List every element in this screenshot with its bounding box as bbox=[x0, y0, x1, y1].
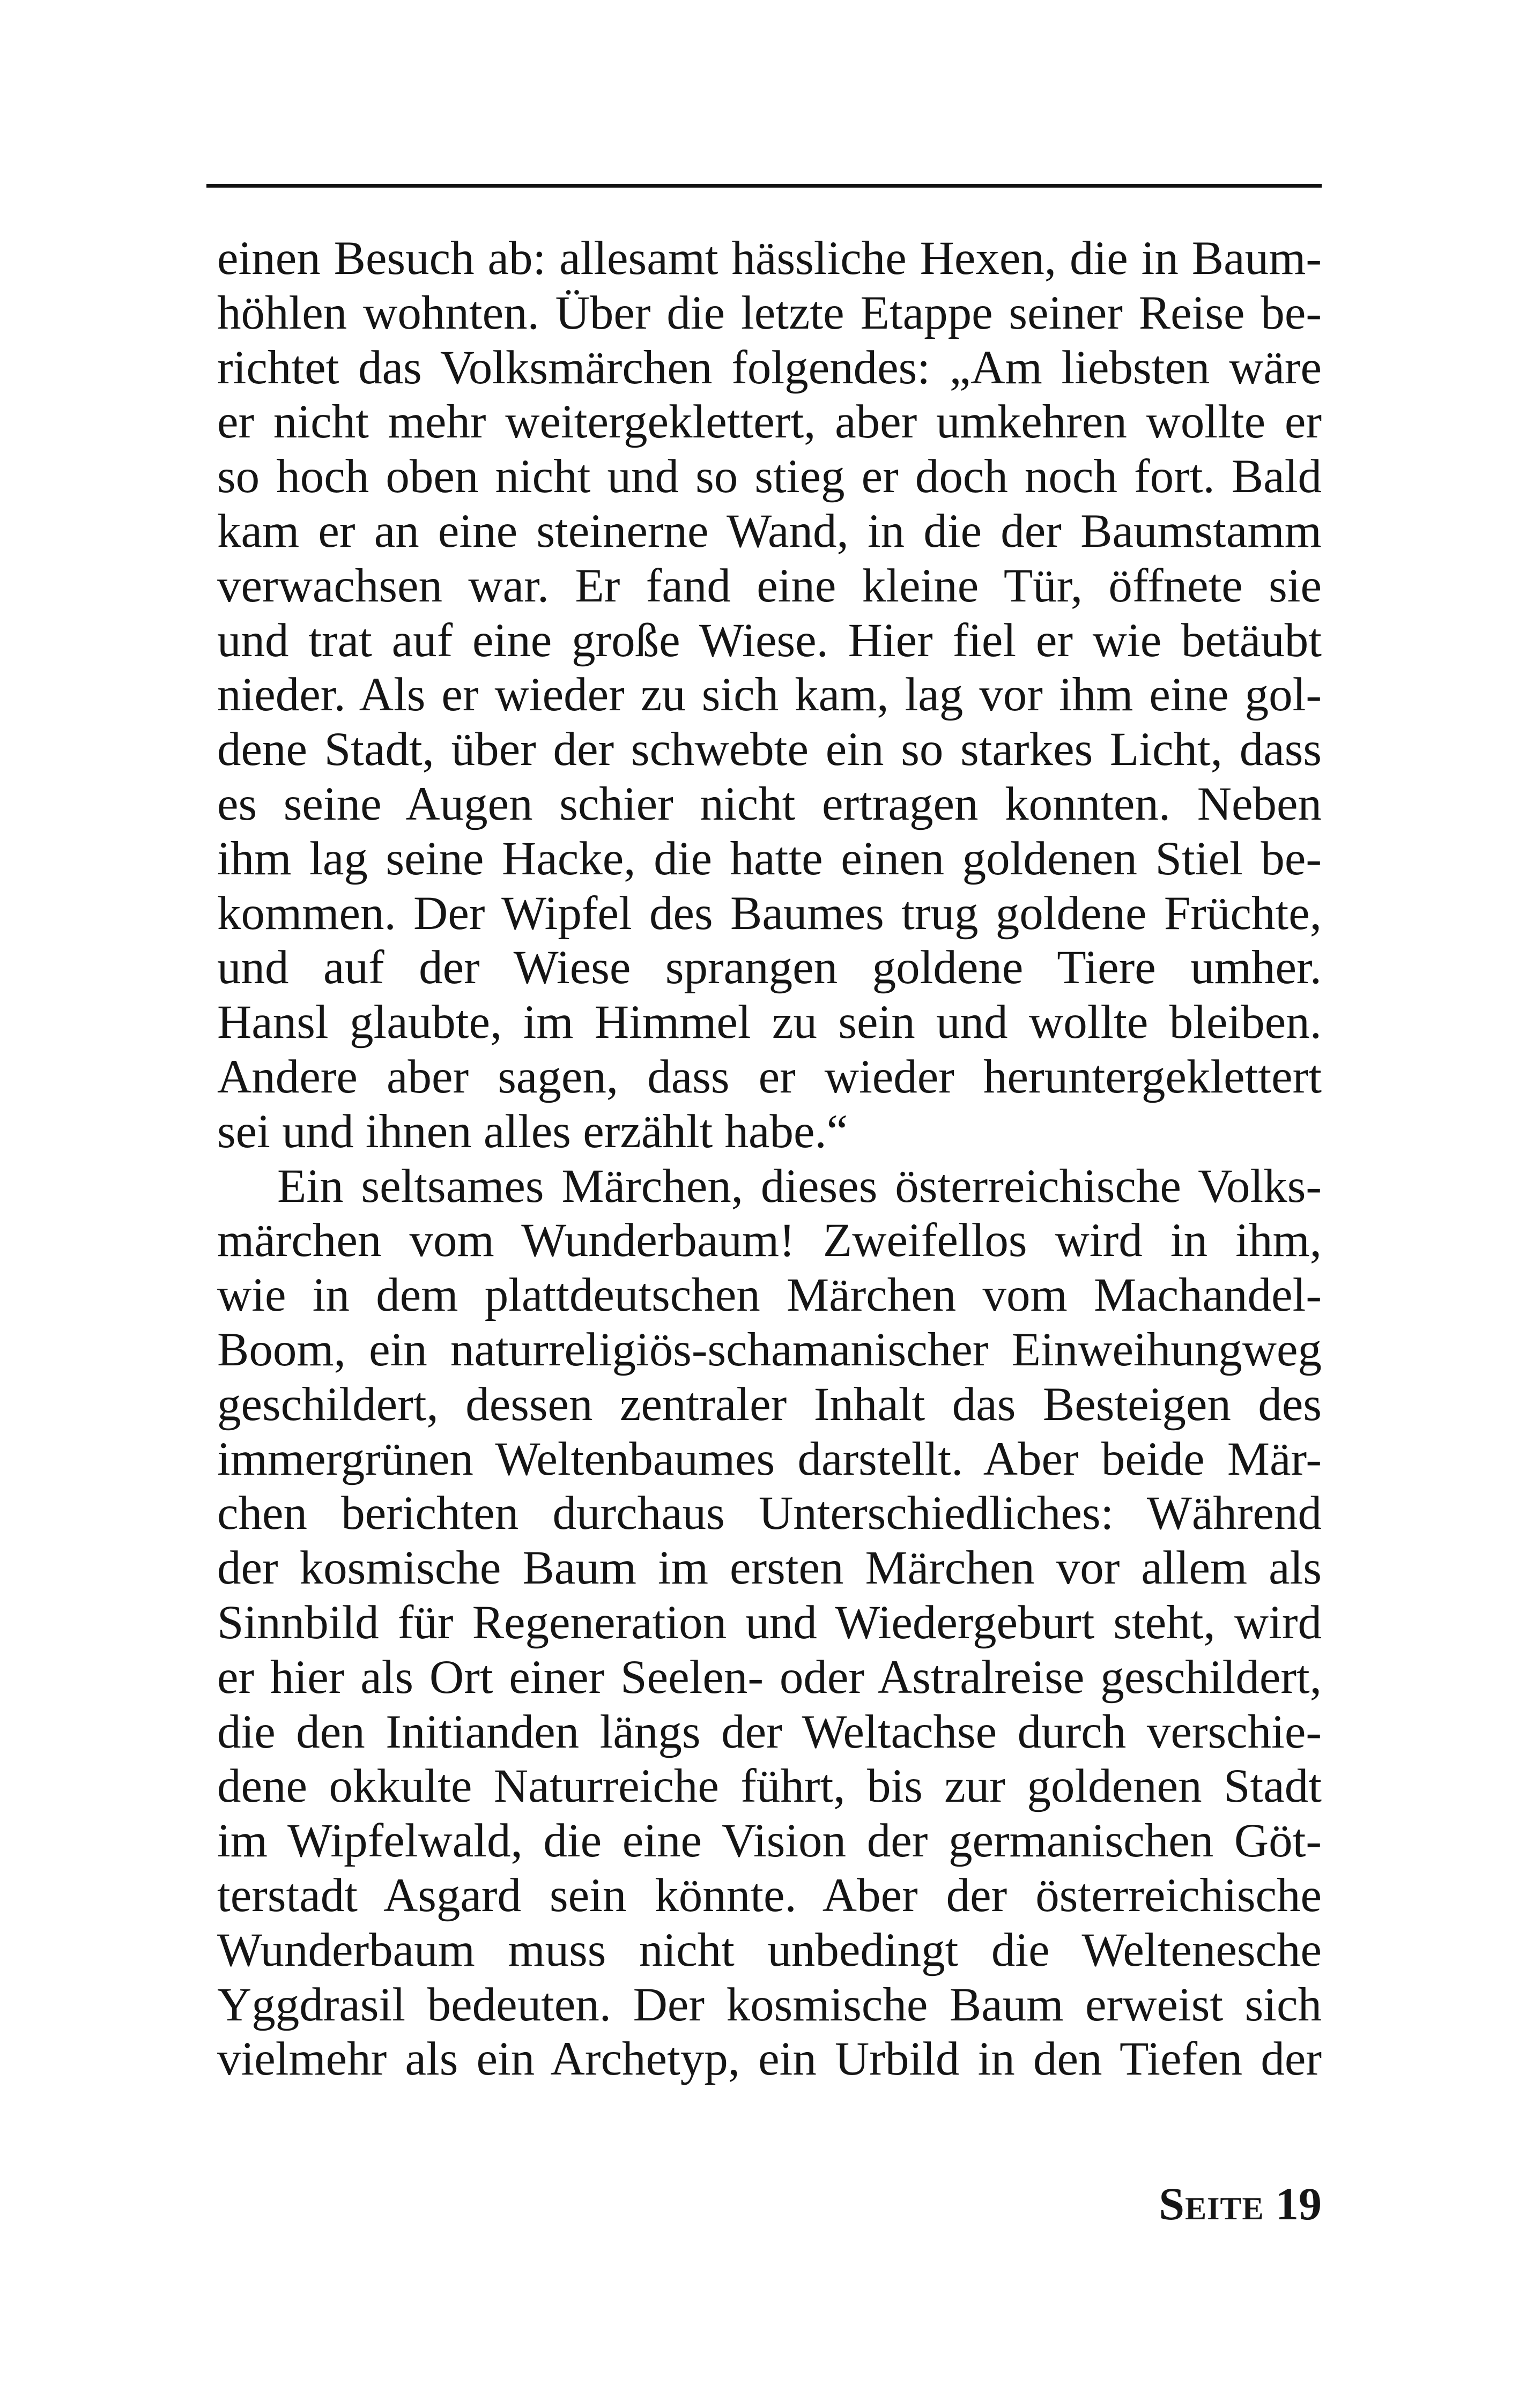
text-line: kam er an eine steinerne Wand, in die der Baumstamm bbox=[217, 504, 1322, 558]
page-number-value: 19 bbox=[1276, 2178, 1322, 2229]
text-line: einen Besuch ab: allesamt hässliche Hexen, die in Baum- bbox=[217, 232, 1322, 285]
paragraph-first-line: Ein seltsames Märchen, dieses österreichische Volks- bbox=[277, 1160, 1322, 1213]
text-line: wie in dem plattdeutschen Märchen vom Machandel- bbox=[217, 1269, 1322, 1322]
text-line: so hoch oben nicht und so stieg er doch noch fort. Bald bbox=[217, 450, 1322, 503]
text-line: Sinnbild für Regeneration und Wiedergeburt steht, wird bbox=[217, 1596, 1322, 1649]
text-line: Wunderbaum muss nicht unbedingt die Weltenesche bbox=[217, 1923, 1322, 1976]
text-line: es seine Augen schier nicht ertragen konnten. Neben bbox=[217, 777, 1322, 830]
text-line: nieder. Als er wieder zu sich kam, lag vor ihm eine gol- bbox=[217, 668, 1322, 722]
text-line: märchen vom Wunderbaum! Zweifellos wird in ihm, bbox=[217, 1214, 1322, 1267]
text-line: und trat auf eine große Wiese. Hier fiel er wie betäubt bbox=[217, 614, 1322, 667]
text-line: terstadt Asgard sein könnte. Aber der österreichische bbox=[217, 1869, 1322, 1922]
text-line: immergrünen Weltenbaumes darstellt. Aber beide Mär- bbox=[217, 1432, 1322, 1485]
text-line: im Wipfelwald, die eine Vision der germanischen Göt- bbox=[217, 1815, 1322, 1868]
text-line: Andere aber sagen, dass er wieder heruntergeklettert bbox=[217, 1050, 1322, 1103]
text-line: dene Stadt, über der schwebte ein so starkes Licht, dass bbox=[217, 723, 1322, 776]
text-line: verwachsen war. Er fand eine kleine Tür, öffnete sie bbox=[217, 559, 1322, 612]
text-line: dene okkulte Naturreiche führt, bis zur goldenen Stadt bbox=[217, 1760, 1322, 1813]
text-line: Hansl glaubte, im Himmel zu sein und wollte bleiben. bbox=[217, 996, 1322, 1049]
text-line: Yggdrasil bedeuten. Der kosmische Baum erweist sich bbox=[217, 1978, 1322, 2031]
body-text bbox=[217, 232, 1322, 2087]
text-line: die den Initianden längs der Weltachse durch verschie- bbox=[217, 1705, 1322, 1758]
text-line: Boom, ein naturreligiös-schamanischer Einweihungweg bbox=[217, 1323, 1322, 1376]
text-line: der kosmische Baum im ersten Märchen vor allem als bbox=[217, 1542, 1322, 1595]
text-line: und auf der Wiese sprangen goldene Tiere umher. bbox=[217, 941, 1322, 994]
header-rule bbox=[206, 184, 1322, 188]
text-line: vielmehr als ein Archetyp, ein Urbild in den Tiefen der bbox=[217, 2033, 1322, 2086]
text-line: sei und ihnen alles erzählt habe.“ bbox=[217, 1105, 848, 1158]
page-label: Seite bbox=[1159, 2178, 1264, 2229]
text-line: er nicht mehr weitergeklettert, aber umkehren wollte er bbox=[217, 396, 1322, 449]
text-line: richtet das Volksmärchen folgendes: „Am liebsten wäre bbox=[217, 341, 1322, 394]
text-line: kommen. Der Wipfel des Baumes trug goldene Früchte, bbox=[217, 887, 1322, 940]
text-line: chen berichten durchaus Unterschiedliches: Während bbox=[217, 1487, 1322, 1540]
text-line: höhlen wohnten. Über die letzte Etappe seiner Reise be- bbox=[217, 286, 1322, 339]
page-number bbox=[1159, 2178, 1322, 2229]
text-line: er hier als Ort einer Seelen- oder Astralreise geschildert, bbox=[217, 1651, 1322, 1704]
text-line: geschildert, dessen zentraler Inhalt das Besteigen des bbox=[217, 1378, 1322, 1431]
text-line: ihm lag seine Hacke, die hatte einen goldenen Stiel be- bbox=[217, 832, 1322, 885]
